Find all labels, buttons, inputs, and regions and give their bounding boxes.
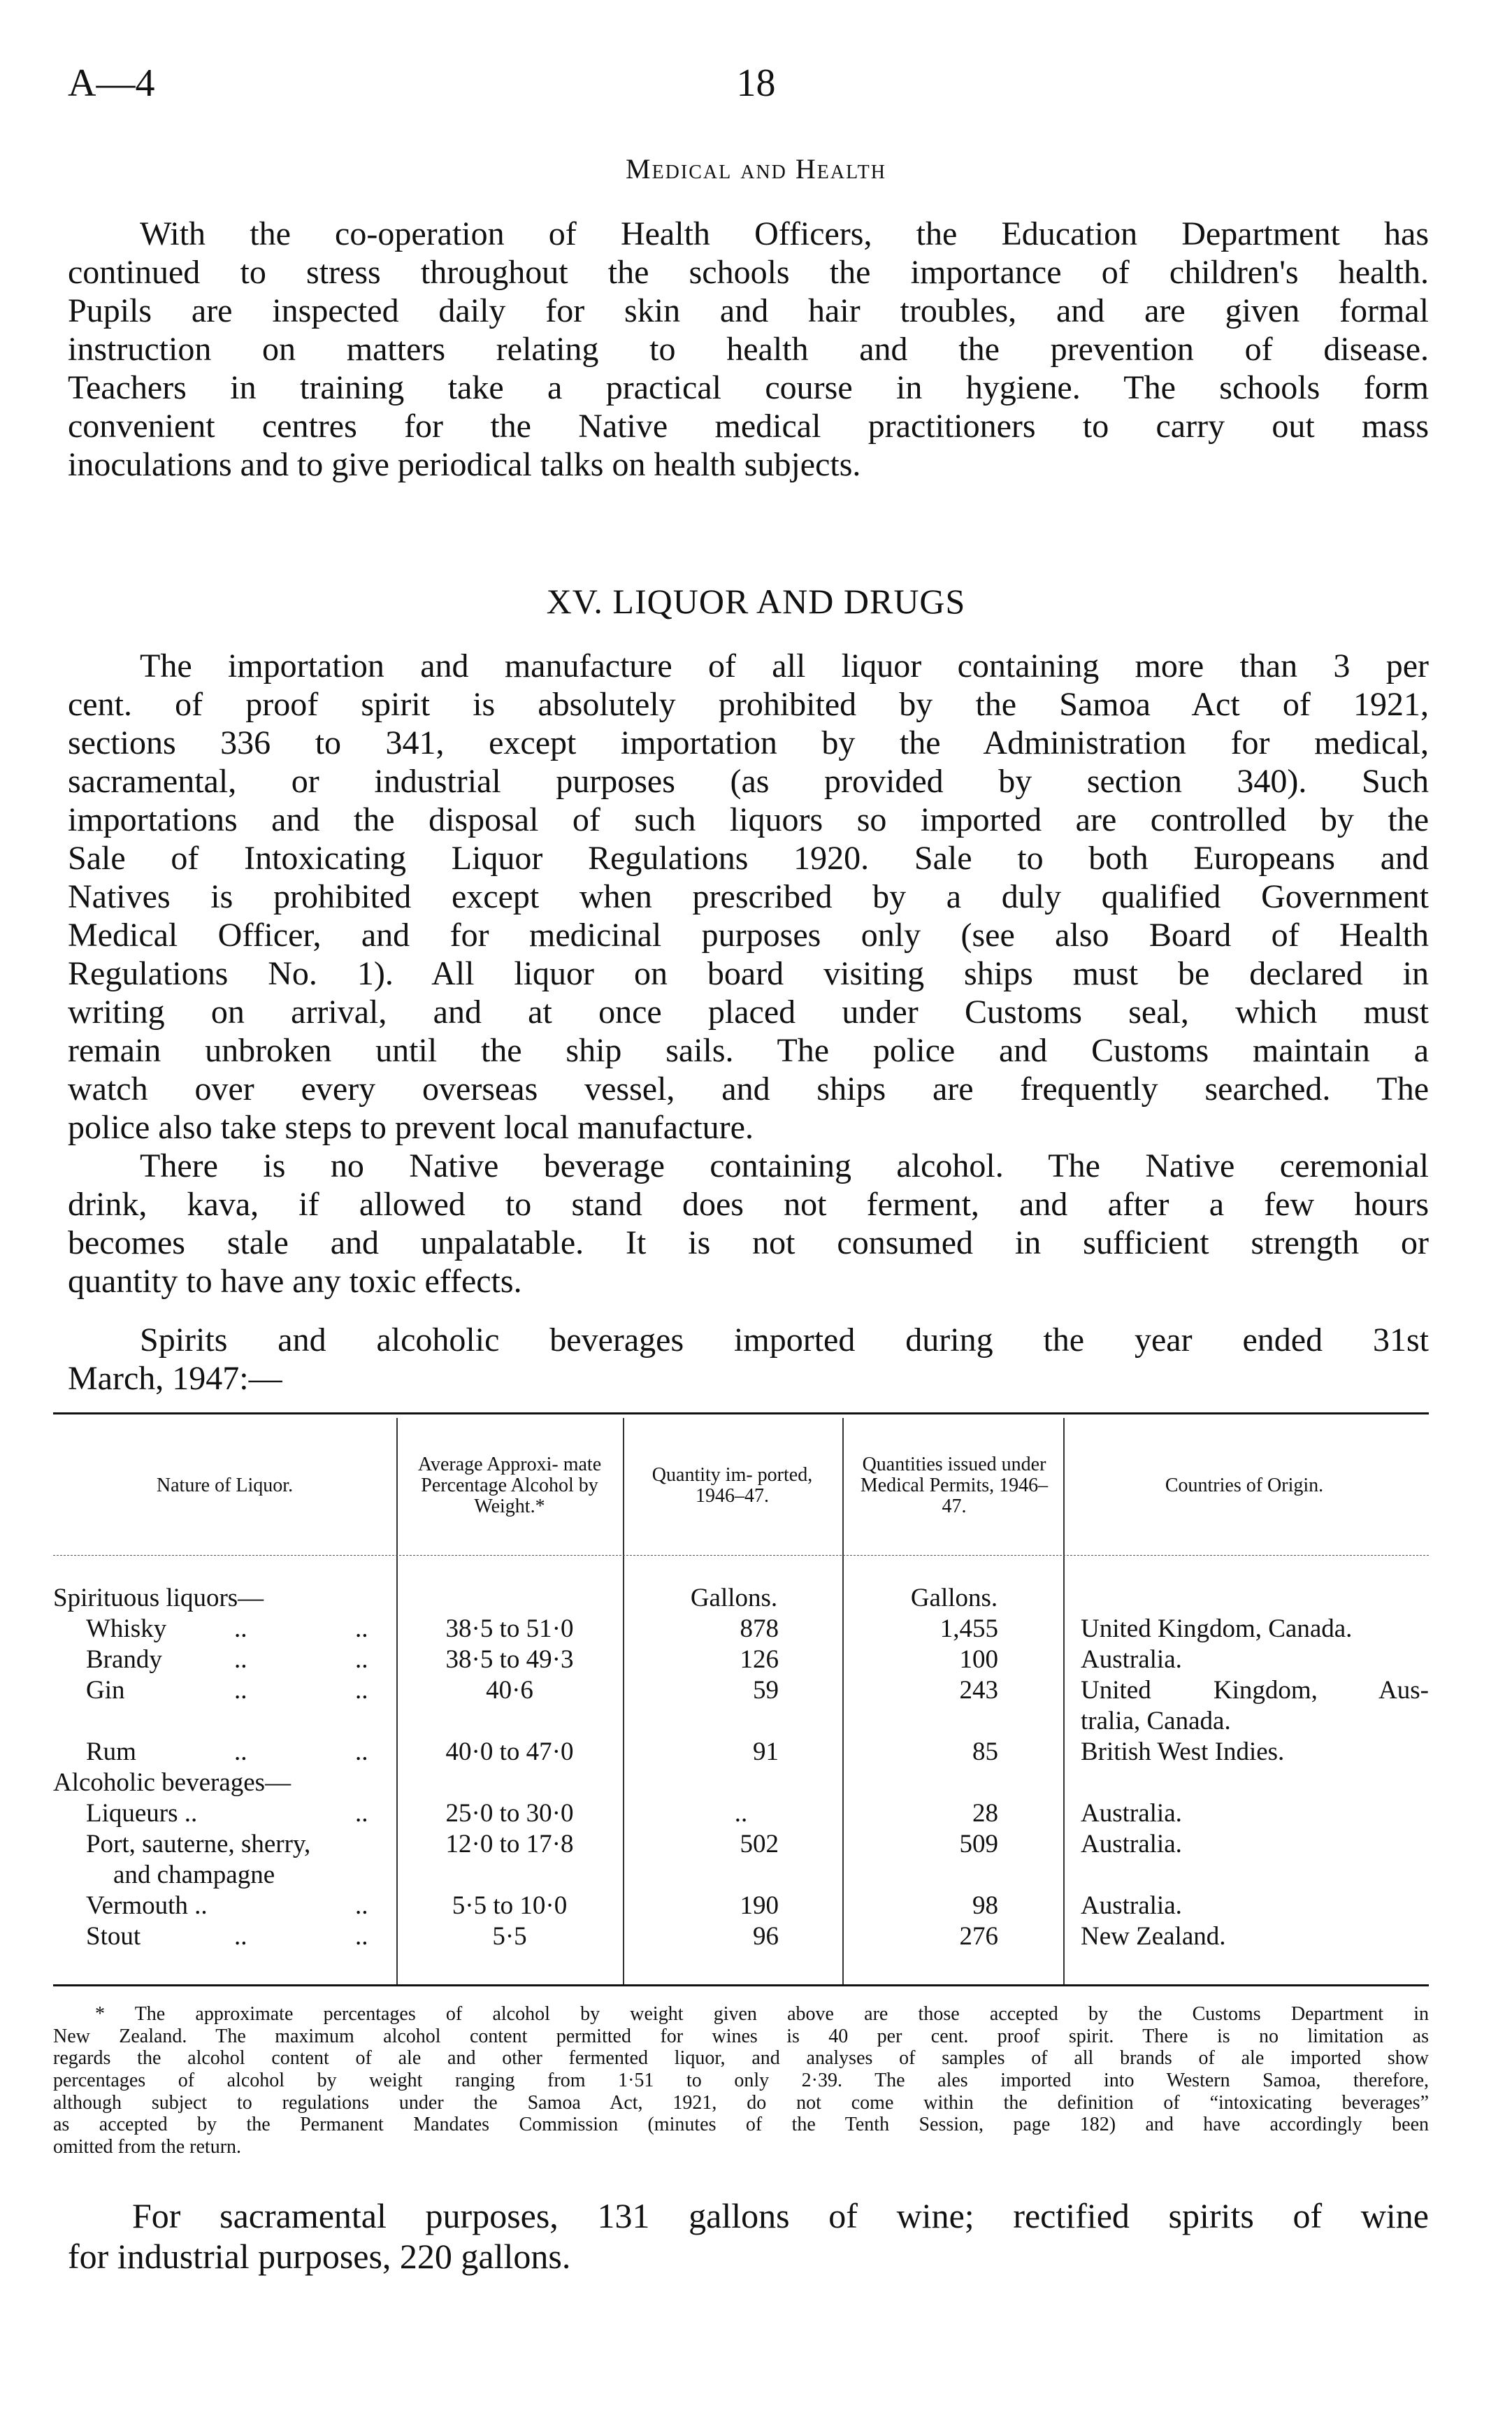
text-line: There is no Native beverage containing alcohol. The Native ceremonial (140, 1147, 1429, 1184)
liquor-name: Whisky (86, 1614, 167, 1643)
table-row (0, 1614, 1512, 1644)
table-top-rule (53, 1412, 1429, 1414)
alcohol-percentage: 12·0 to 17·8 (445, 1830, 574, 1858)
text-line: regards the alcohol content of ale and other fermented liquor, and analyses of samples of all brands of ale imported show (53, 2047, 1429, 2070)
quantity-issued: 276 (959, 1922, 998, 1951)
text-line: Regulations No. 1). All liquor on board visiting ships must be declared in (68, 955, 1429, 992)
text-line: as accepted by the Permanent Mandates Commission (minutes of the Tenth Session, page 182) and have accordingly been (53, 2114, 1429, 2136)
table-row (0, 1706, 1512, 1737)
table-row (0, 1768, 1512, 1798)
country-of-origin: United Kingdom, Canada. (1081, 1614, 1353, 1643)
liquor-name: Liqueurs .. (86, 1799, 198, 1828)
header-issued (853, 1426, 1056, 1545)
text-line: instruction on matters relating to health and the prevention of disease. (68, 331, 1429, 368)
text-line: Medical Officer, and for medicinal purposes only (see also Board of Health (68, 917, 1429, 954)
leader-dots: .. (355, 1737, 368, 1766)
liquor-name: Vermouth .. (86, 1891, 208, 1920)
issued-unit: Gallons. (910, 1584, 998, 1612)
table-row (0, 1829, 1512, 1860)
liquor-name: and champagne (113, 1861, 275, 1889)
table-row (0, 1860, 1512, 1891)
liquor-name: Port, sauterne, sherry, (86, 1830, 311, 1858)
text-line: cent. of proof spirit is absolutely prohibited by the Samoa Act of 1921, (68, 686, 1429, 723)
table-row (0, 1921, 1512, 1952)
header-alcohol-label: Average Approxi- mate Percentage Alcohol by Weight.* (417, 1454, 602, 1517)
text-line: continued to stress throughout the schools the importance of children's health. (68, 254, 1429, 291)
header-issued-label: Quantities issued under Medical Permits, 1946–47. (860, 1454, 1049, 1517)
leader-dots: .. (234, 1614, 247, 1643)
leader-dots: .. (355, 1614, 368, 1643)
text-line: becomes stale and unpalatable. It is not consumed in sufficient strength or (68, 1224, 1429, 1261)
text-line: * The approximate percentages of alcohol by weight given above are those accepted by the Customs Department in (95, 2003, 1429, 2025)
paragraph-closing (68, 2195, 1429, 2277)
header-imported (633, 1426, 832, 1545)
text-line: omitted from the return. (53, 2136, 242, 2158)
paragraph-liquor (68, 647, 1429, 1300)
imported-unit: Gallons. (690, 1584, 778, 1612)
liquor-name: Gin (86, 1676, 125, 1705)
liquor-name: Alcoholic beverages— (53, 1768, 291, 1797)
country-of-origin: United Kingdom, Aus- (1081, 1676, 1429, 1705)
text-line: New Zealand. The maximum alcohol content permitted for wines is 40 per cent. proof spirit. There is no limitation as (53, 2025, 1429, 2047)
quantity-imported: 878 (740, 1614, 779, 1643)
quantity-imported: 91 (753, 1737, 779, 1766)
text-line: Natives is prohibited except when prescribed by a duly qualified Government (68, 878, 1429, 915)
quantity-imported: 502 (740, 1830, 779, 1858)
section-heading-liquor: XV. LIQUOR AND DRUGS (546, 582, 966, 621)
country-of-origin: tralia, Canada. (1081, 1707, 1231, 1735)
quantity-imported: .. (734, 1799, 748, 1828)
alcohol-percentage: 5·5 to 10·0 (452, 1891, 568, 1920)
text-line: Spirits and alcoholic beverages imported during the year ended 31st (140, 1321, 1429, 1359)
document-reference: A—4 (68, 62, 155, 105)
page-number: 18 (736, 62, 776, 105)
text-line: The importation and manufacture of all liquor containing more than 3 per (140, 647, 1429, 685)
paragraph-medical (68, 215, 1429, 484)
header-nature-label: Nature of Liquor. (156, 1475, 294, 1496)
table-bottom-rule (53, 1984, 1429, 1986)
table-row (0, 1891, 1512, 1921)
liquor-name: Stout (86, 1922, 141, 1951)
text-line: sacramental, or industrial purposes (as provided by section 340). Such (68, 763, 1429, 800)
alcohol-percentage: 38·5 to 49·3 (445, 1645, 574, 1674)
quantity-imported: 59 (753, 1676, 779, 1705)
header-nature (53, 1426, 396, 1545)
text-line: With the co-operation of Health Officers, the Education Department has (140, 215, 1429, 252)
country-of-origin: Australia. (1081, 1891, 1182, 1920)
quantity-imported: 96 (753, 1922, 779, 1951)
leader-dots: .. (234, 1737, 247, 1766)
leader-dots: .. (234, 1922, 247, 1951)
alcohol-percentage: 40·0 to 47·0 (445, 1737, 574, 1766)
text-line: quantity to have any toxic effects. (68, 1263, 522, 1300)
section-heading-medical: Medical and Health (626, 153, 886, 185)
table-row (0, 1737, 1512, 1768)
leader-dots: .. (234, 1676, 247, 1705)
header-origin-label: Countries of Origin. (1165, 1475, 1324, 1496)
text-line: Teachers in training take a practical course in hygiene. The schools form (68, 369, 1429, 406)
table-row (0, 1644, 1512, 1675)
alcohol-percentage: 5·5 (492, 1922, 527, 1951)
leader-dots: .. (234, 1645, 247, 1674)
text-line: writing on arrival, and at once placed under Customs seal, which must (68, 994, 1429, 1031)
quantity-issued: 243 (959, 1676, 998, 1705)
country-of-origin: Australia. (1081, 1799, 1182, 1828)
header-alcohol (400, 1426, 619, 1545)
alcohol-percentage: 38·5 to 51·0 (445, 1614, 574, 1643)
text-line: for industrial purposes, 220 gallons. (68, 2237, 571, 2276)
liquor-name: Brandy (86, 1645, 162, 1674)
quantity-imported: 190 (740, 1891, 779, 1920)
leader-dots: .. (355, 1922, 368, 1951)
table-row (0, 1798, 1512, 1829)
text-line: March, 1947:— (68, 1360, 282, 1397)
country-of-origin: Australia. (1081, 1830, 1182, 1858)
liquor-name: Spirituous liquors— (53, 1584, 264, 1612)
leader-dots: .. (355, 1799, 368, 1828)
text-line: inoculations and to give periodical talks on health subjects. (68, 446, 861, 483)
header-origin (1070, 1426, 1419, 1545)
text-line: watch over every overseas vessel, and ships are frequently searched. The (68, 1070, 1429, 1108)
country-of-origin: New Zealand. (1081, 1922, 1226, 1951)
liquor-name: Rum (86, 1737, 136, 1766)
text-line: convenient centres for the Native medical practitioners to carry out mass (68, 408, 1429, 445)
table-row (0, 1583, 1512, 1614)
text-line: remain unbroken until the ship sails. The police and Customs maintain a (68, 1032, 1429, 1069)
leader-dots: .. (355, 1891, 368, 1920)
quantity-imported: 126 (740, 1645, 779, 1674)
country-of-origin: British West Indies. (1081, 1737, 1285, 1766)
footnote (53, 2003, 1429, 2158)
header-rule (53, 1555, 1429, 1556)
quantity-issued: 1,455 (939, 1614, 998, 1643)
header-imported-label: Quantity im- ported, 1946–47. (651, 1464, 813, 1507)
table-row (0, 1675, 1512, 1706)
text-line: drink, kava, if allowed to stand does not ferment, and after a few hours (68, 1186, 1429, 1223)
text-line: importations and the disposal of such liquors so imported are controlled by the (68, 801, 1429, 838)
quantity-issued: 85 (972, 1737, 998, 1766)
text-line: police also take steps to prevent local manufacture. (68, 1109, 754, 1146)
text-line: For sacramental purposes, 131 gallons of wine; rectified spirits of wine (132, 2196, 1429, 2235)
leader-dots: .. (355, 1676, 368, 1705)
text-line: although subject to regulations under the Samoa Act, 1921, do not come within the definition of “intoxicating beverages” (53, 2091, 1429, 2114)
alcohol-percentage: 40·6 (486, 1676, 533, 1705)
text-line: Pupils are inspected daily for skin and hair troubles, and are given formal (68, 292, 1429, 329)
text-line: sections 336 to 341, except importation by the Administration for medical, (68, 724, 1429, 761)
quantity-issued: 509 (959, 1830, 998, 1858)
text-line: percentages of alcohol by weight ranging from 1·51 to only 2·39. The ales imported into Western Samoa, therefore, (53, 2070, 1429, 2092)
leader-dots: .. (355, 1645, 368, 1674)
quantity-issued: 98 (972, 1891, 998, 1920)
paragraph-table-intro (68, 1321, 1429, 1398)
quantity-issued: 100 (959, 1645, 998, 1674)
quantity-issued: 28 (972, 1799, 998, 1828)
text-line: Sale of Intoxicating Liquor Regulations 1920. Sale to both Europeans and (68, 840, 1429, 877)
country-of-origin: Australia. (1081, 1645, 1182, 1674)
alcohol-percentage: 25·0 to 30·0 (445, 1799, 574, 1828)
